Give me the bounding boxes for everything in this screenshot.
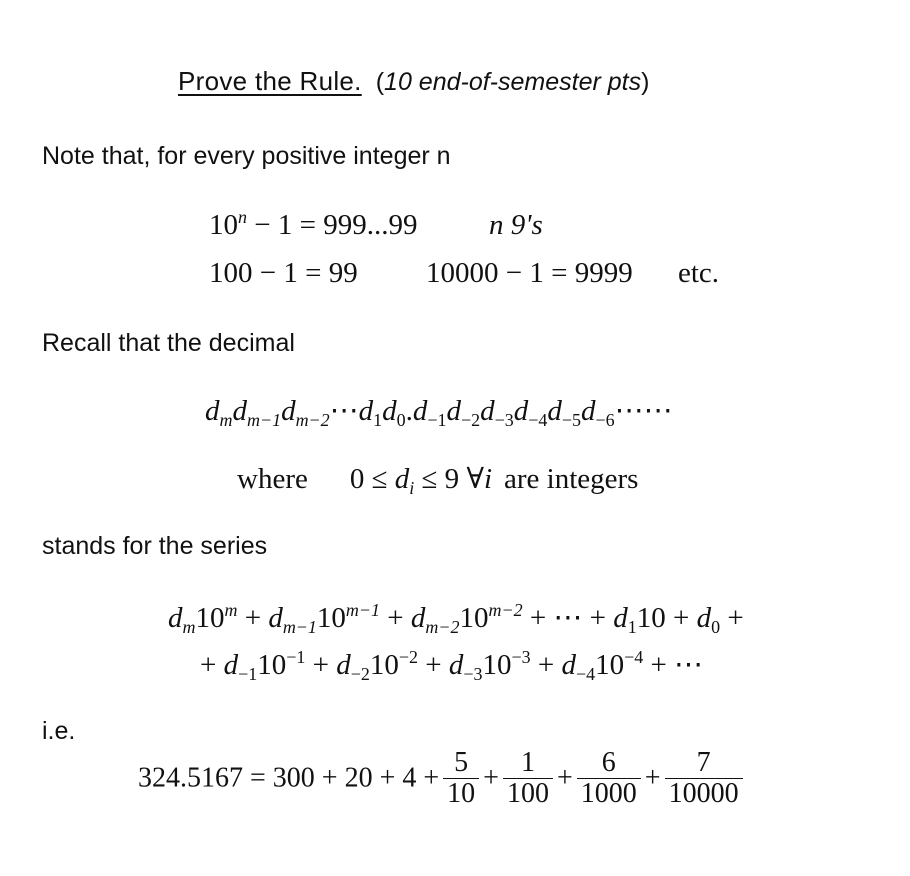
equation-nines-count xyxy=(489,209,543,242)
fraction-hundredths: $\frac{1}{100}$ xyxy=(503,748,553,809)
decimal-expansion: $d_md_{m-1}d_{m-2}\cdots d_1d_0.d_{-1}d_{-2}d_{-3}d_{-4}d_{-5}d_{-6}\cdots\cdots$ xyxy=(205,395,673,430)
eq1-count-text: 9's xyxy=(503,209,543,241)
series-line-1: $d_m10^m + d_{m-1}10^{m-1} + d_{m-2}10^{m-2}$ + ⋯ + $d_110 + d_0$ + xyxy=(168,599,744,637)
series-line-2: + $d_{-1}10^{-1} + d_{-2}10^{-2} + d_{-3}10^{-3} + d_{-4}10^{-4}$ + ⋯ xyxy=(200,646,704,684)
fraction-tenths: $\frac{5}{10}$ xyxy=(443,748,479,809)
eq1-count-var: n xyxy=(489,209,504,241)
eq1-exponent: n xyxy=(238,206,247,227)
title-line xyxy=(178,66,649,97)
recall-text: Recall that the decimal xyxy=(42,329,295,357)
note-close: ) xyxy=(641,68,650,96)
equation-etc: etc. xyxy=(678,257,720,289)
where-condition: where $0 \le d_i \le 9$ ∀i are integers xyxy=(237,463,639,498)
equation-power-of-ten xyxy=(209,206,418,242)
fraction-ten-thousandths: $\frac{7}{10000}$ xyxy=(665,748,743,809)
equation-example-b: 10000 − 1 = 9999 xyxy=(426,257,633,289)
where-word: where xyxy=(237,463,308,495)
eq1-base: 10 xyxy=(209,209,238,241)
example-expansion: 324.5167 = 300 + 20 + 4 + $\frac{5}{10}$ + $\frac{1}{100}$ + $\frac{6}{1000}$ + $\frac{7}{10000}$ xyxy=(138,748,747,809)
intro-text: Note that, for every positive integer n xyxy=(42,142,451,170)
where-tail: are integers xyxy=(504,463,639,495)
fraction-thousandths: $\frac{6}{1000}$ xyxy=(577,748,641,809)
series-intro-text: stands for the series xyxy=(42,532,268,560)
example-lhs: 324.5167 = 300 + 20 + 4 + xyxy=(138,762,440,794)
note-open: ( xyxy=(375,68,385,96)
forall-symbol: ∀ xyxy=(466,463,484,495)
ie-text: i.e. xyxy=(42,717,76,745)
eq1-rest: − 1 = 999...99 xyxy=(246,209,418,241)
note-text: 10 end-of-semester pts xyxy=(384,68,642,96)
title-note xyxy=(376,68,650,96)
equation-example-a: 100 − 1 = 99 xyxy=(209,257,358,289)
title: Prove the Rule. xyxy=(178,66,362,96)
